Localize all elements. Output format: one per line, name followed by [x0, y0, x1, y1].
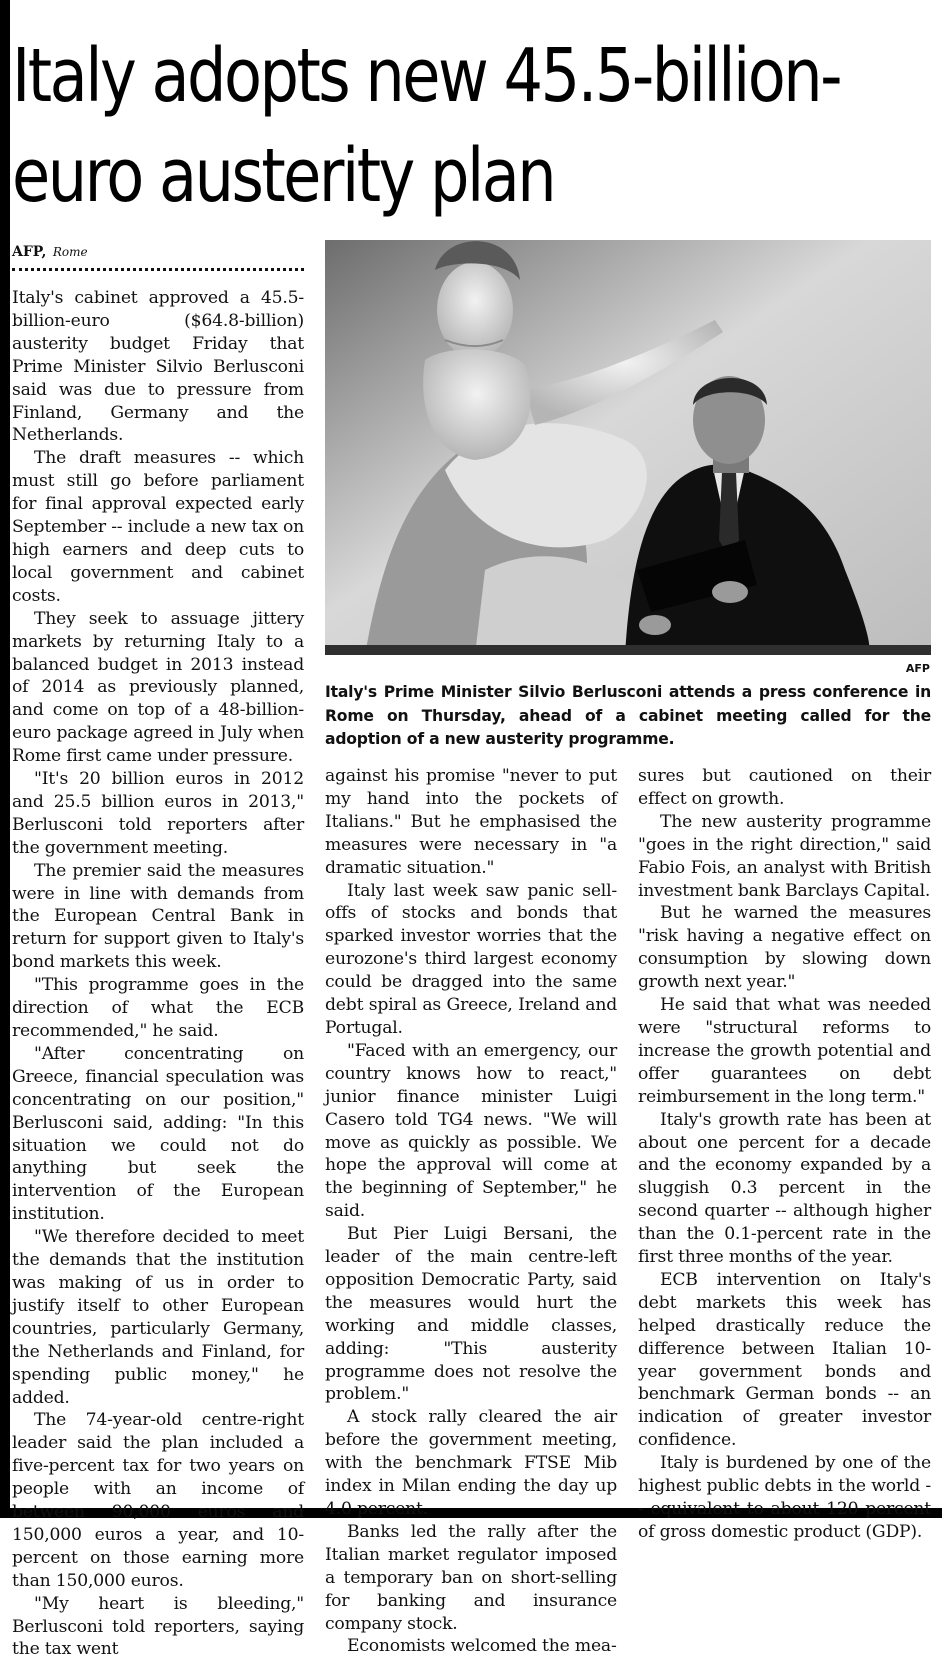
article-column-1	[12, 287, 304, 1661]
paragraph: He said that what was needed were "structural reforms to increase the growth potential and offer guarantees on debt reimbursement in the long term."	[638, 995, 931, 1107]
left-border-bar	[0, 0, 10, 1518]
paragraph: Italy is burdened by one of the highest public debts in the world -- equivalent to about 120 percent of gross domestic product (GDP).	[638, 1453, 931, 1542]
paragraph: But he warned the measures "risk having a negative effect on consumption by slowing down growth next year."	[638, 903, 931, 993]
paragraph: But Pier Luigi Bersani, the leader of the main centre-left opposition Democratic Party, said the measures would hurt the working and middle classes, adding: "This austerity programme does not resolve the problem."	[325, 1224, 617, 1405]
paragraph: sures but cautioned on their effect on growth.	[638, 766, 931, 809]
paragraph: "We therefore decided to meet the demands that the institution was making of us in order to justify itself to other European countries, particularly Germany, the Netherlands and Finland, for spending public money," he added.	[12, 1227, 304, 1408]
photo-caption: Italy's Prime Minister Silvio Berlusconi attends a press conference in Rome on Thursday, ahead of a cabinet meeting called for the adoption of a new austerity programme.	[325, 683, 931, 748]
paragraph: The new austerity programme "goes in the right direction," said Fabio Fois, an analyst with British investment bank Barclays Capital.	[638, 811, 931, 901]
paragraph: Banks led the rally after the Italian market regulator imposed a temporary ban on short-selling for banking and insurance company stock.	[325, 1521, 617, 1634]
paragraph: Italy's growth rate has been at about one percent for a decade and the economy expanded by a sluggish 0.3 percent in the second quarter -- although higher than the 0.1-percent rate in the first three months of the year.	[638, 1109, 931, 1268]
paragraph: "This programme goes in the direction of what the ECB recommended," he said.	[12, 975, 304, 1041]
paragraph: "It's 20 billion euros in 2012 and 25.5 billion euros in 2013," Berlusconi told reporters after the government meeting.	[12, 769, 304, 858]
headline: Italy adopts new 45.5-billion-euro austerity plan	[12, 33, 841, 219]
photo-credit: AFP	[905, 662, 930, 675]
news-photo	[325, 240, 931, 655]
paragraph: "After concentrating on Greece, financial speculation was concentrating on our position," Berlusconi said, adding: "In this situation we could not do anything but seek the intervention of the European institution.	[12, 1043, 304, 1225]
paragraph: Italy's cabinet approved a 45.5-billion-euro ($64.8-billion) austerity budget Friday that Prime Minister Silvio Berlusconi said was due to pressure from Finland, Germany and the Netherlands.	[12, 288, 304, 446]
byline	[12, 244, 88, 260]
article-column-3	[638, 765, 931, 1544]
article-column-2	[325, 765, 617, 1658]
photo-illustration	[325, 240, 931, 655]
byline-place: Rome	[52, 245, 88, 259]
paragraph: The 74-year-old centre-right leader said the plan included a five-percent tax for two years on people with an income of between 90,000 euros and 150,000 euros a year, and 10-percent on those earning more than 150,000 euros.	[12, 1410, 304, 1591]
paragraph: "My heart is bleeding," Berlusconi told reporters, saying the tax went	[12, 1593, 304, 1660]
paragraph: The draft measures -- which must still go before parliament for final approval expected early September -- include a new tax on high earners and deep cuts to local government and cabinet costs.	[12, 448, 304, 606]
paragraph: against his promise "never to put my hand into the pockets of Italians." But he emphasised the measures were necessary in "a dramatic situation."	[325, 766, 617, 878]
paragraph: A stock rally cleared the air before the government meeting, with the benchmark FTSE Mib index in Milan ending the day up 4.0 percent.	[325, 1407, 617, 1519]
byline-dotted-rule	[12, 268, 304, 271]
paragraph: They seek to assuage jittery markets by returning Italy to a balanced budget in 2013 instead of 2014 as previously planned, and come on top of a 48-billion-euro package agreed in July when Rome first came under pressure.	[12, 608, 304, 767]
paragraph: "Faced with an emergency, our country knows how to react," junior finance minister Luigi Casero told TG4 news. "We will move as quickly as possible. We hope the approval will come at the beginning of September," he said.	[325, 1040, 617, 1222]
paragraph: Italy last week saw panic sell-offs of stocks and bonds that sparked investor worries that the eurozone's third largest economy could be dragged into the same debt spiral as Greece, Ireland and Portugal.	[325, 880, 617, 1038]
paragraph: The premier said the measures were in line with demands from the European Central Bank in return for support given to Italy's bond markets this week.	[12, 860, 304, 973]
paragraph: ECB intervention on Italy's debt markets this week has helped drastically reduce the difference between Italian 10-year government bonds and benchmark German bonds -- an indication of greater investor confidence.	[638, 1269, 931, 1451]
paragraph: Economists welcomed the mea-	[347, 1636, 617, 1657]
byline-agency: AFP,	[12, 244, 47, 260]
